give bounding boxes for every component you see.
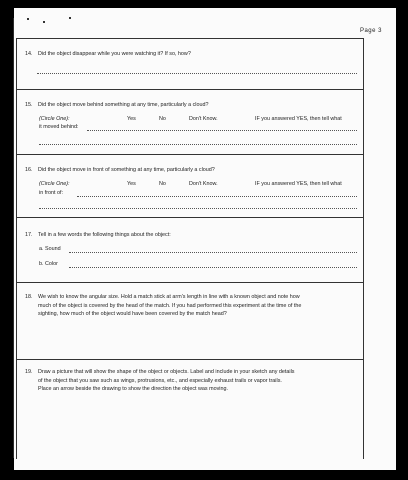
color-answer-line[interactable] xyxy=(69,267,357,268)
question-18 xyxy=(17,283,363,360)
answer-line[interactable] xyxy=(39,208,357,209)
question-text: Tell in a few words the following things about the object: xyxy=(38,232,171,238)
followup-text-2: it moved behind: xyxy=(39,124,79,130)
drawing-area[interactable] xyxy=(25,400,355,456)
question-17 xyxy=(17,218,363,283)
answer-line[interactable] xyxy=(37,73,357,74)
question-text-line-2: much of the object is covered by the head of the match. If you had performed this experiment at the time of the xyxy=(38,302,302,309)
followup-text: IF you answered YES, then tell what xyxy=(255,181,342,187)
question-number: 14. xyxy=(25,51,33,57)
question-text: Did the object disappear while you were watching it? If so, how? xyxy=(38,51,191,57)
question-text-line-3: sighting, how much of the object would have been covered by the match head? xyxy=(38,311,227,317)
form-frame xyxy=(16,38,364,459)
question-text: Did the object move behind something at any time, particularly a cloud? xyxy=(38,102,209,108)
page-number: Page 3 xyxy=(359,28,382,34)
question-number: 16. xyxy=(25,167,33,173)
scan-specks xyxy=(25,16,85,24)
question-text-line-3: Place an arrow beside the drawing to show the direction the object was moving. xyxy=(38,386,228,392)
question-15 xyxy=(17,90,363,155)
scan-edge-line xyxy=(13,18,14,458)
question-number: 15. xyxy=(25,102,33,108)
option-dont-know[interactable]: Don't Know. xyxy=(189,116,218,122)
question-19 xyxy=(17,360,363,459)
question-number: 17. xyxy=(25,232,33,238)
question-text: Did the object move in front of something at any time, particularly a cloud? xyxy=(38,167,215,173)
answer-line[interactable] xyxy=(87,130,357,131)
circle-one-label: (Circle One): xyxy=(39,116,70,122)
followup-text: IF you answered YES, then tell what xyxy=(255,116,342,122)
question-14 xyxy=(17,39,363,90)
sound-label: a. Sound xyxy=(39,246,61,252)
question-number: 19. xyxy=(25,369,33,375)
answer-line[interactable] xyxy=(77,196,357,197)
option-yes[interactable]: Yes xyxy=(127,116,136,122)
option-dont-know[interactable]: Don't Know. xyxy=(189,181,218,187)
question-text-line-1: We wish to know the angular size. Hold a match stick at arm's length in line with a known object and note how xyxy=(38,294,300,300)
followup-text-2: in front of: xyxy=(39,190,63,196)
question-text-line-1: Draw a picture that will show the shape of the object or objects. Label and include in your sketch any details xyxy=(38,369,295,375)
answer-line[interactable] xyxy=(39,144,357,145)
question-number: 18. xyxy=(25,294,33,300)
option-no[interactable]: No xyxy=(159,116,166,122)
color-label: b. Color xyxy=(39,261,58,267)
option-no[interactable]: No xyxy=(159,181,166,187)
sound-answer-line[interactable] xyxy=(69,252,357,253)
question-16 xyxy=(17,155,363,218)
circle-one-label: (Circle One): xyxy=(39,181,70,187)
option-yes[interactable]: Yes xyxy=(127,181,136,187)
question-text-line-2: of the object that you saw such as wings, protrusions, etc., and especially exhaust trails or vapor trails. xyxy=(38,377,282,384)
